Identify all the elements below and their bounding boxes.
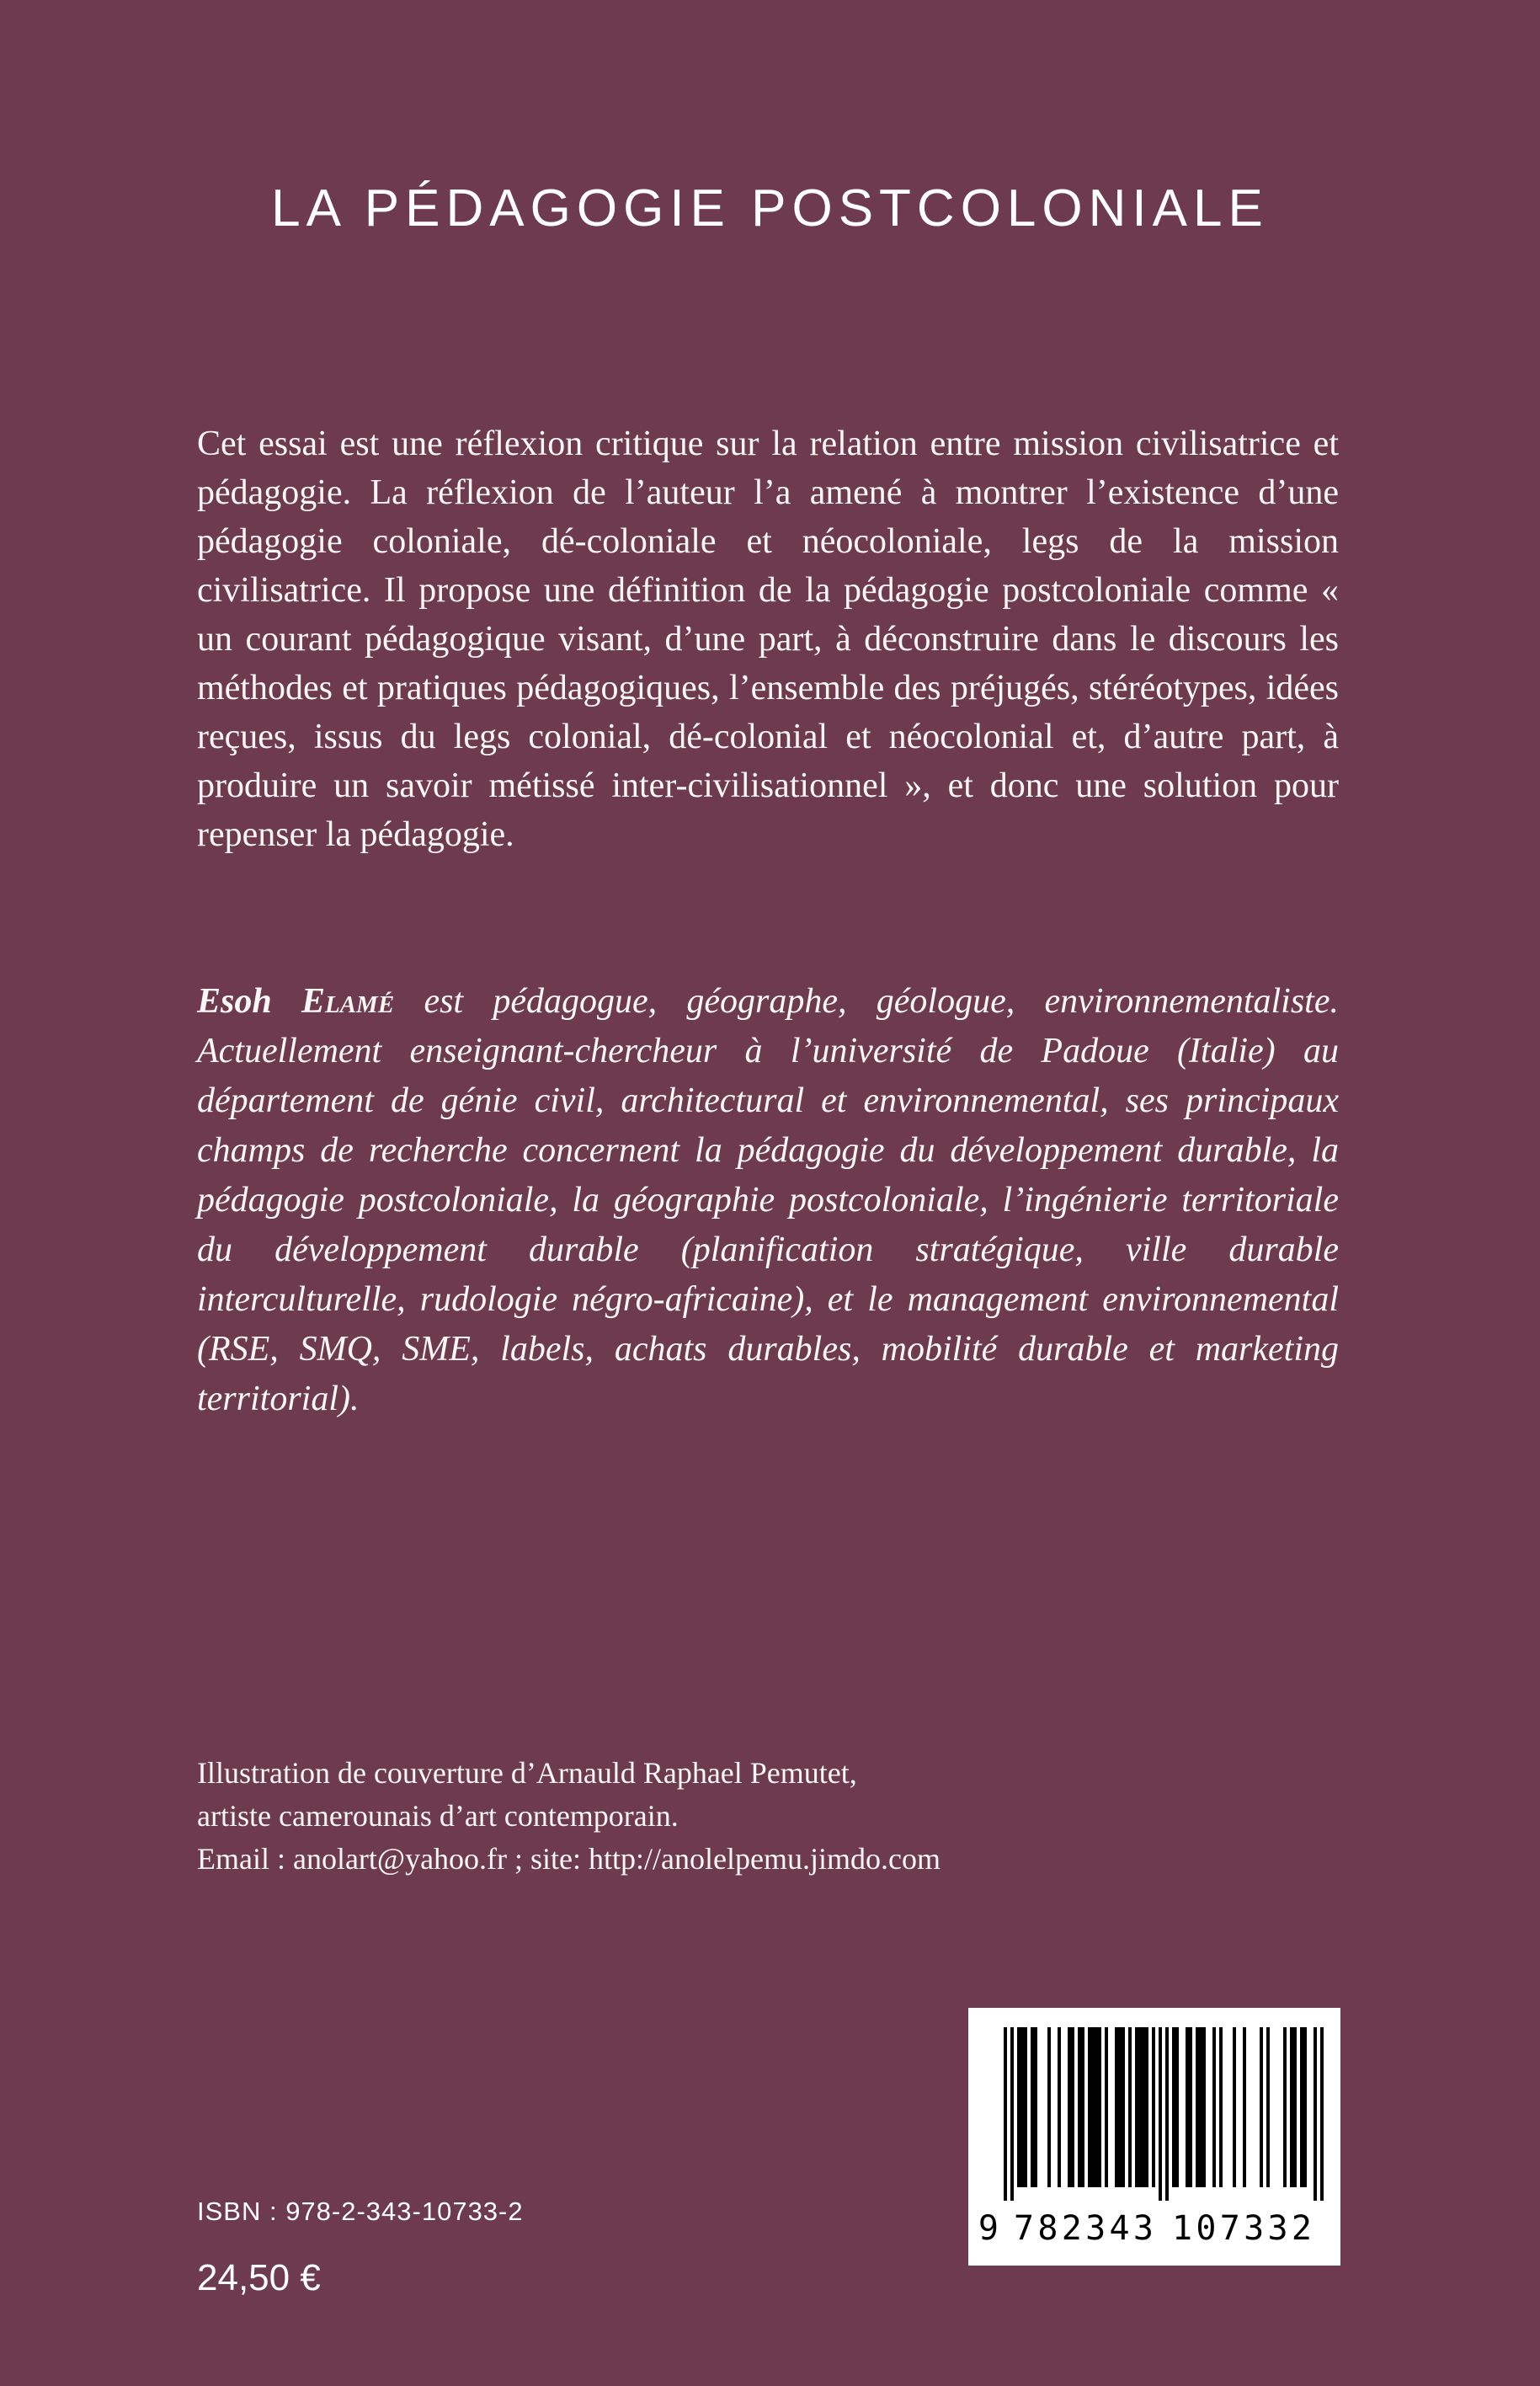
illustration-credits [197, 1752, 941, 1881]
svg-text:9: 9 [978, 2209, 999, 2246]
barcode-panel [968, 2008, 1340, 2266]
synopsis-paragraph: Cet essai est une réflexion critique sur la relation entre mission civilisatrice et pédagogie. La réflexion de l’auteur l’a amené à montrer l’existence d’une pédagogie coloniale, dé-coloniale et néocoloniale, legs de la mission civilisatrice. Il propose une définition de la pédagogie postcoloniale comme « un courant pédagogique visant, d’une part, à déconstruire dans le discours les méthodes et pratiques pédagogiques, l’ensemble des préjugés, stéréotypes, idées reçues, issus du legs colonial, dé-colonial et néocolonial et, d’autre part, à produire un savoir métissé inter-civilisationnel », et donc une solution pour repenser la pédagogie. [197, 424, 1339, 854]
credit-line-2: artiste camerounais d’art contemporain. [197, 1799, 679, 1833]
isbn-text: ISBN : 978-2-343-10733-2 [197, 2197, 524, 2226]
barcode-svg [978, 2027, 1330, 2246]
credit-line-3: Email : anolart@yahoo.fr ; site: http://anolelpemu.jimdo.com [197, 1842, 941, 1876]
author-bio-text: est pédagogue, géographe, géologue, environnementaliste. Actuellement enseignant-chercheur à l’université de Padoue (Italie) au département de génie civil, architectural et environnemental, ses principaux champs de recherche concernent la pédagogie du développement durable, la pédagogie postcoloniale, la géographie postcoloniale, l’ingénierie territoriale du développement durable (planification stratégique, ville durable interculturelle, rudologie négro-africaine), et le management environnemental (RSE, SMQ, SME, labels, achats durables, mobilité durable et marketing territorial). [197, 982, 1339, 1418]
author-bio [197, 977, 1339, 1424]
credit-line-1: Illustration de couverture d’Arnauld Raphael Pemutet, [197, 1756, 857, 1790]
author-first-name: Esoh [197, 982, 301, 1021]
author-last-name: Elamé [301, 982, 395, 1021]
svg-text:782343: 782343 [1014, 2209, 1154, 2246]
author-name [197, 982, 394, 1021]
svg-text:107332: 107332 [1172, 2209, 1312, 2246]
book-title: LA PÉDAGOGIE POSTCOLONIALE [271, 179, 1269, 238]
price-text: 24,50 € [197, 2257, 321, 2298]
